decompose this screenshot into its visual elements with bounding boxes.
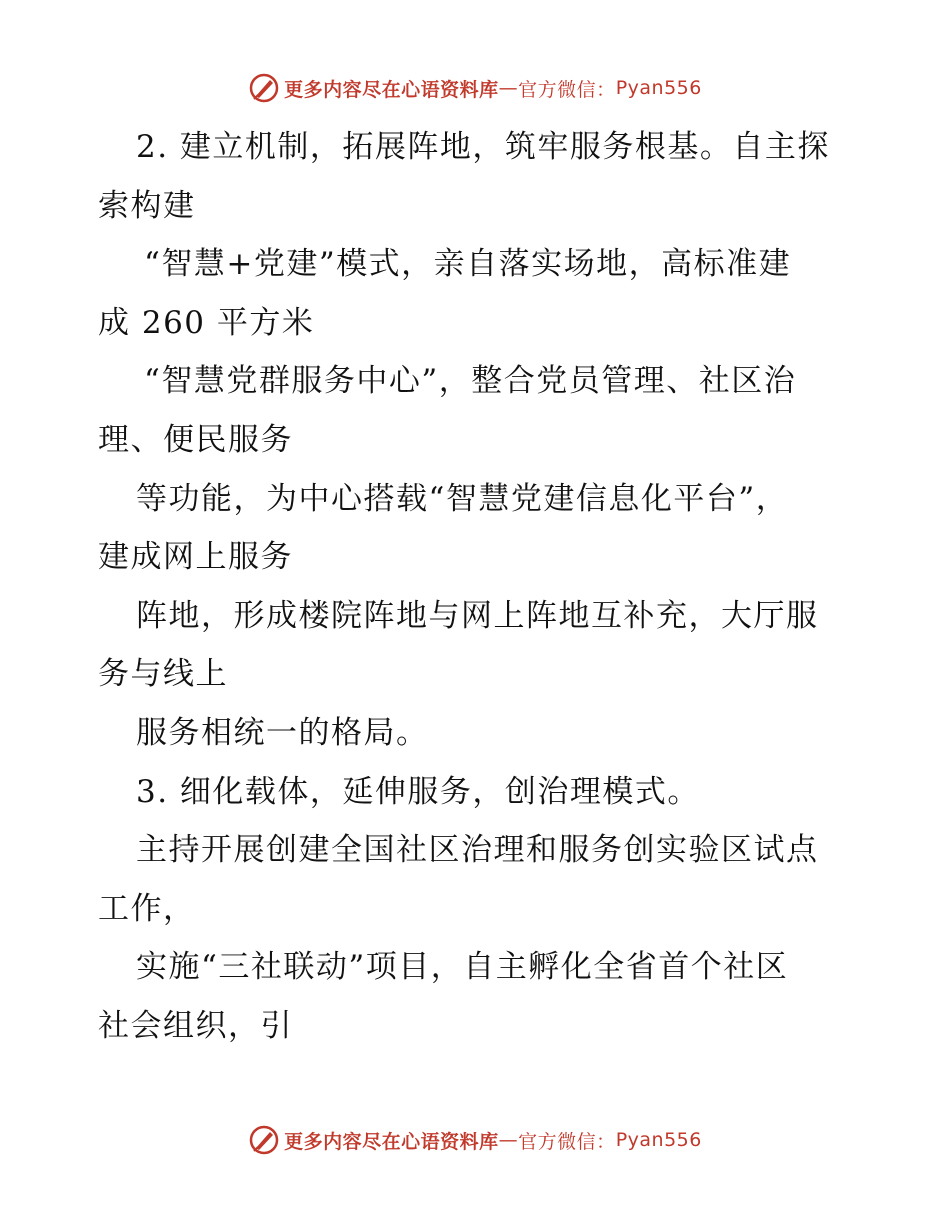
text-line: 2. 建立机制，拓展阵地，筑牢服务根基。自主探: [136, 129, 830, 165]
watermark-label: 官方微信：: [518, 1130, 616, 1153]
text-line: 等功能，为中心搭载“智慧党建信息化平台”，: [136, 480, 789, 517]
text-line: 服务相统一的格局。: [136, 714, 429, 751]
watermark-separator: —: [498, 1129, 519, 1151]
watermark-id: Pyan556: [615, 1129, 702, 1151]
watermark-main-text: 更多内容尽在心语资料库: [284, 1130, 499, 1153]
text-line: 建成网上服务: [98, 539, 293, 576]
header-watermark: [0, 72, 950, 104]
watermark-separator: —: [498, 77, 519, 99]
text-line: 理、便民服务: [98, 421, 293, 458]
document-body: [98, 118, 858, 1056]
text-line: 务与线上: [98, 656, 228, 693]
text-line: 主持开展创建全国社区治理和服务创实验区试点: [136, 832, 819, 869]
text-line: “智慧党群服务中心”，整合党员管理、社区治: [144, 363, 797, 400]
watermark-main-text: 更多内容尽在心语资料库: [284, 78, 499, 101]
footer-watermark: [0, 1124, 950, 1156]
watermark-id: Pyan556: [615, 77, 702, 99]
quill-seal-icon: [248, 1124, 280, 1156]
text-line: 3. 细化载体，延伸服务，创治理模式。: [136, 773, 700, 810]
text-line: 成 260 平方米: [98, 304, 315, 341]
text-line: 实施“三社联动”项目，自主孵化全省首个社区: [136, 949, 789, 986]
text-line: 索构建: [98, 187, 196, 224]
watermark-label: 官方微信：: [518, 78, 616, 101]
quill-seal-icon: [248, 72, 280, 104]
text-line: 阵地，形成楼院阵地与网上阵地互补充，大厅服: [136, 597, 819, 634]
text-line: 社会组织，引: [98, 1007, 293, 1044]
text-line: 工作，: [98, 890, 196, 927]
text-line: “智慧+党建”模式，亲自落实场地，高标准建: [144, 246, 792, 283]
